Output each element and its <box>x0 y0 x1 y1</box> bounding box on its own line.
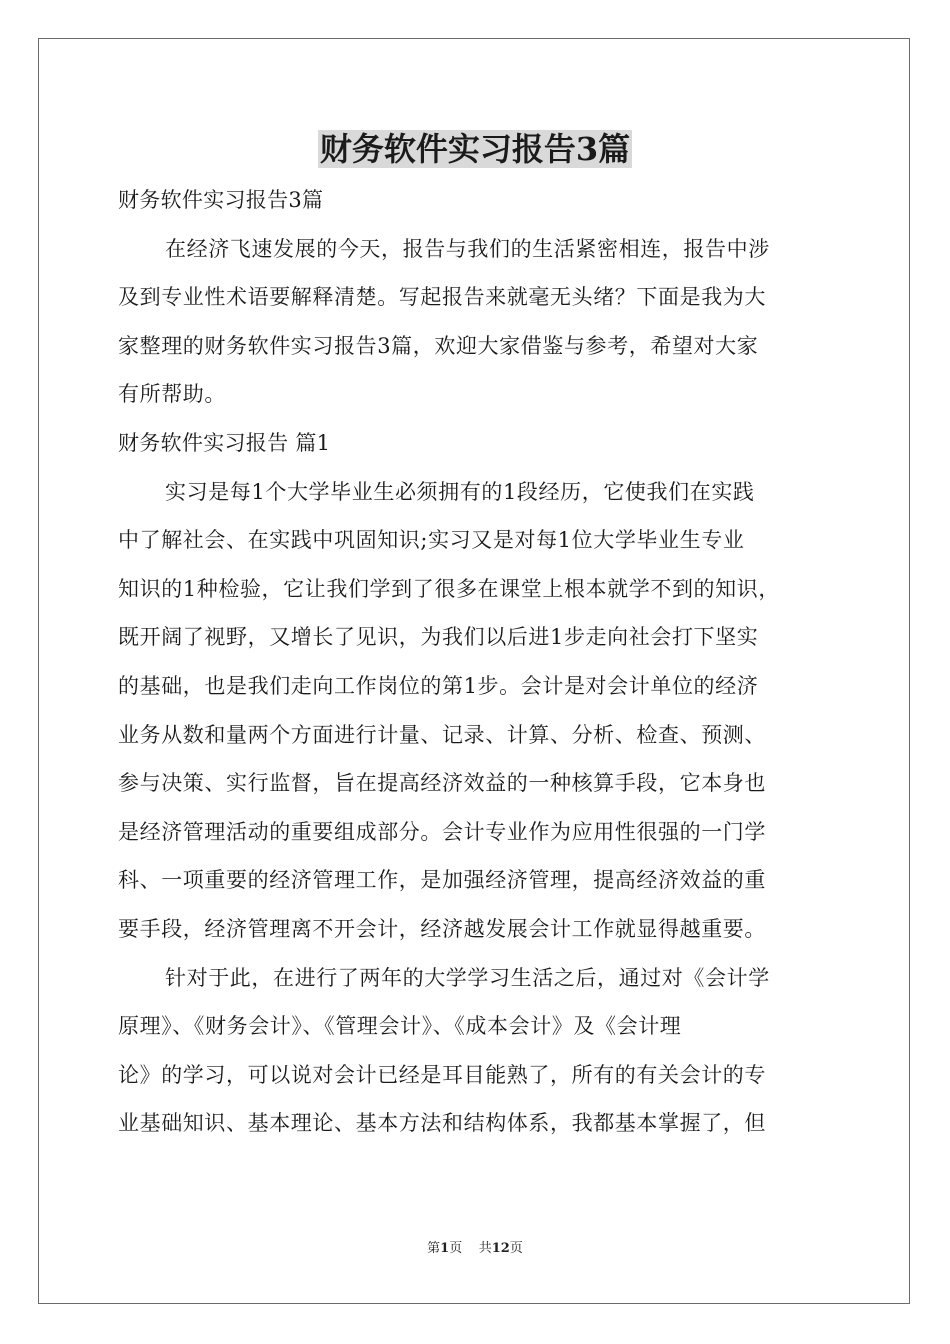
paragraph-line: 的基础，也是我们走向工作岗位的第1步。会计是对会计单位的经济 <box>118 673 759 698</box>
document-title-text: 财务软件实习报告3篇 <box>319 130 631 168</box>
document-subtitle: 财务软件实习报告3篇 <box>118 188 324 212</box>
paragraph-line: 针对于此，在进行了两年的大学学习生活之后，通过对《会计学 <box>165 965 770 990</box>
paragraph-line: 科、一项重要的经济管理工作，是加强经济管理，提高经济效益的重 <box>118 868 766 893</box>
footer-page-number: 1 <box>440 1241 450 1256</box>
document-title <box>0 126 950 172</box>
paragraph-line: 知识的1种检验，它让我们学到了很多在课堂上根本就学不到的知识， <box>118 576 780 601</box>
footer-page-prefix: 第 <box>427 1241 441 1256</box>
page-footer <box>0 1240 950 1258</box>
paragraph-line: 要手段，经济管理离不开会计，经济越发展会计工作就显得越重要。 <box>118 916 766 941</box>
footer-total-pages: 12 <box>491 1241 510 1256</box>
paragraph-line: 既开阔了视野，又增长了见识，为我们以后进1步走向社会打下坚实 <box>118 625 759 650</box>
paragraph-line: 原理》、《财务会计》、《管理会计》、《成本会计》及《会计理 <box>118 1014 682 1039</box>
paragraph-line: 是经济管理活动的重要组成部分。会计专业作为应用性很强的一门学 <box>118 819 766 844</box>
footer-total-prefix: 共 <box>478 1241 492 1256</box>
paragraph-line: 业务从数和量两个方面进行计量、记录、计算、分析、检查、预测、 <box>118 722 766 747</box>
paragraph-line: 在经济飞速发展的今天，报告与我们的生活紧密相连，报告中涉 <box>165 236 770 261</box>
paragraph-line: 业基础知识、基本理论、基本方法和结构体系，我都基本掌握了，但 <box>118 1111 766 1136</box>
document-body <box>118 176 838 1148</box>
paragraph-line: 有所帮助。 <box>118 382 226 407</box>
footer-page-suffix: 页 <box>449 1241 463 1256</box>
paragraph-line: 论》的学习，可以说对会计已经是耳目能熟了，所有的有关会计的专 <box>118 1062 766 1087</box>
paragraph-line: 参与决策、实行监督，旨在提高经济效益的一种核算手段，它本身也 <box>118 771 766 796</box>
section-heading: 财务软件实习报告 篇1 <box>118 430 331 455</box>
paragraph-line: 实习是每1个大学毕业生必须拥有的1段经历，它使我们在实践 <box>165 479 755 504</box>
paragraph-line: 中了解社会、在实践中巩固知识;实习又是对每1位大学毕业生专业 <box>118 528 745 553</box>
paragraph-line: 家整理的财务软件实习报告3篇，欢迎大家借鉴与参考，希望对大家 <box>118 333 759 358</box>
paragraph-line: 及到专业性术语要解释清楚。写起报告来就毫无头绪？下面是我为大 <box>118 285 766 310</box>
footer-total-suffix: 页 <box>509 1241 523 1256</box>
